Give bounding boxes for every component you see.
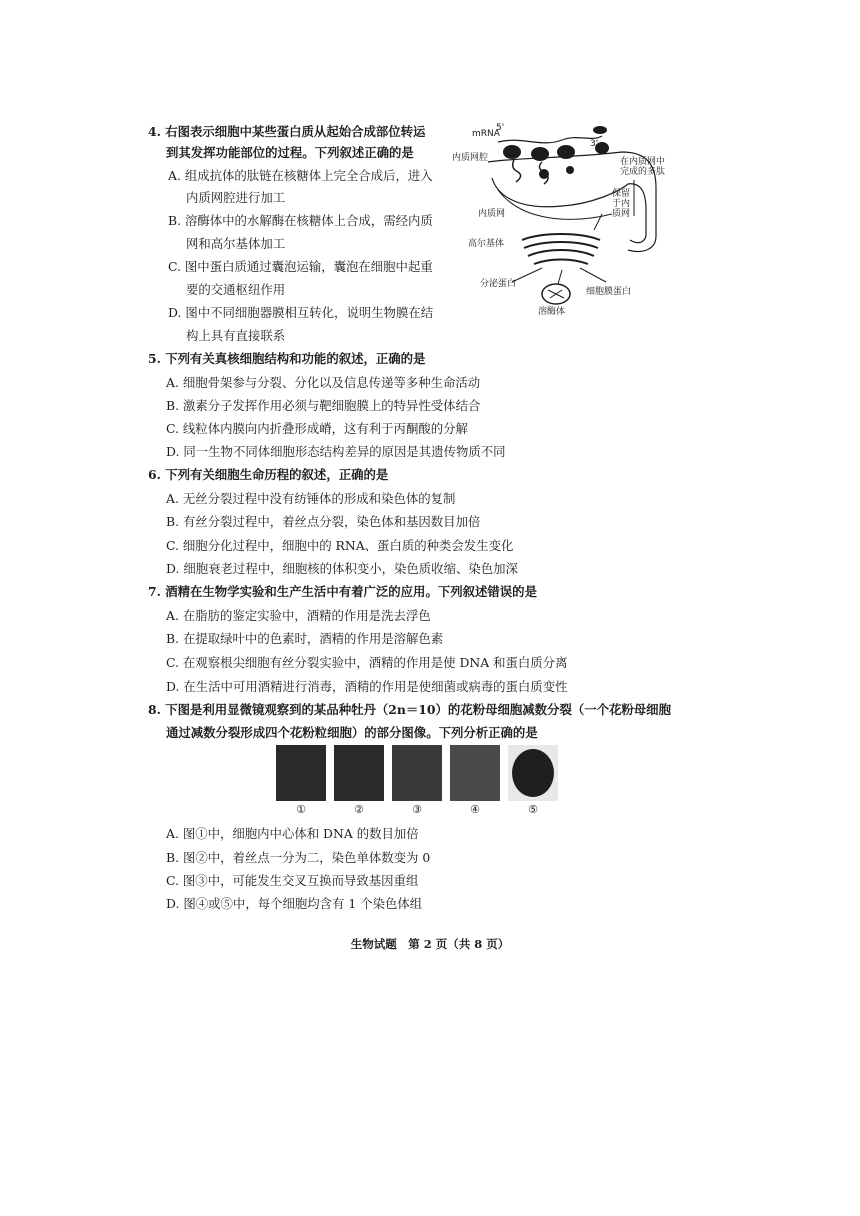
- transport-arrow: [594, 214, 602, 230]
- label-er: 内质网: [478, 209, 506, 219]
- q7-option-a: A. 在脂肪的鉴定实验中，酒精的作用是洗去浮色: [166, 608, 431, 623]
- protein-transport-diagram: [452, 118, 670, 318]
- tetrad-cells: [512, 749, 554, 797]
- label-three-prime: 3': [590, 139, 599, 149]
- label-five-prime: 5': [496, 123, 505, 133]
- vesicle-arrow: [558, 270, 562, 284]
- q6-option-b: B. 有丝分裂过程中，着丝点分裂，染色体和基因数目加倍: [166, 514, 481, 529]
- q5-option-d: D. 同一生物不同体细胞形态结构差异的原因是其遗传物质不同: [166, 444, 506, 459]
- label-secreted: 分泌蛋白: [480, 279, 517, 289]
- micrograph-2: [334, 745, 384, 801]
- q4-option-c: C. 图中蛋白质通过囊泡运输，囊泡在细胞中起重: [168, 259, 433, 274]
- q4-option-d: D. 图中不同细胞器膜相互转化，说明生物膜在结: [168, 305, 434, 320]
- folded-protein: [539, 169, 549, 179]
- polypeptide-chain: [513, 160, 521, 182]
- q4-option-d-cont: 构上具有直接联系: [186, 328, 286, 343]
- q5-option-a: A. 细胞骨架参与分裂、分化以及信息传递等多种生命活动: [166, 375, 481, 390]
- micrograph-label-1: ①: [296, 803, 306, 816]
- lysosome-contents: [548, 290, 564, 298]
- q7-option-c: C. 在观察根尖细胞有丝分裂实验中，酒精的作用是使 DNA 和蛋白质分离: [166, 655, 568, 670]
- q4-option-a: A. 组成抗体的肽链在核糖体上完全合成后，进入: [168, 168, 433, 183]
- q8-option-a: A. 图①中，细胞内中心体和 DNA 的数目加倍: [166, 826, 419, 841]
- q4-stem-line-1: 4. 右图表示细胞中某些蛋白质从起始合成部位转运: [148, 124, 426, 139]
- q8-option-d: D. 图④或⑤中，每个细胞均含有 1 个染色体组: [166, 896, 423, 911]
- label-golgi: 高尔基体: [468, 239, 505, 249]
- label-retain-3: 质网: [612, 209, 631, 219]
- q7-option-d: D. 在生活中可用酒精进行消毒，酒精的作用是使细菌或病毒的蛋白质变性: [166, 679, 568, 694]
- q4-option-c-cont: 要的交通枢纽作用: [186, 282, 286, 297]
- micrograph-label-4: ④: [470, 803, 480, 816]
- q5-option-b: B. 激素分子发挥作用必须与靶细胞膜上的特异性受体结合: [166, 398, 481, 413]
- q4-option-b: B. 溶酶体中的水解酶在核糖体上合成，需经内质: [168, 213, 433, 228]
- golgi-cisterna: [534, 260, 588, 265]
- golgi-cisterna: [522, 234, 600, 240]
- q8-stem-line-1: 8. 下图是利用显微镜观察到的某品种牡丹（2n＝10）的花粉母细胞减数分裂（一个花粉母细胞: [148, 702, 671, 717]
- mrna-strand: [498, 136, 602, 143]
- label-completed-1: 在内质网中: [620, 157, 666, 167]
- q4-option-a-cont: 内质网腔进行加工: [186, 190, 286, 205]
- q5-option-c: C. 线粒体内膜向内折叠形成嵴，这有利于丙酮酸的分解: [166, 421, 468, 436]
- q4-option-b-cont: 网和高尔基体加工: [186, 236, 286, 251]
- micrograph-4: [450, 745, 500, 801]
- micrograph-1: [276, 745, 326, 801]
- q6-option-d: D. 细胞衰老过程中，细胞核的体积变小，染色质收缩、染色加深: [166, 561, 518, 576]
- q8-option-b: B. 图②中，着丝点一分为二，染色单体数变为 0: [166, 850, 431, 865]
- label-retain-1: 保留: [612, 189, 631, 199]
- label-er-lumen: 内质网腔: [452, 153, 489, 163]
- label-membrane-protein: 细胞膜蛋白: [586, 287, 632, 297]
- micrograph-label-2: ②: [354, 803, 364, 816]
- q8-stem-line-2: 通过减数分裂形成四个花粉粒细胞）的部分图像。下列分析正确的是: [166, 725, 538, 740]
- micrograph-3: [392, 745, 442, 801]
- label-retain-2: 于内: [612, 199, 631, 209]
- golgi-cisterna: [528, 250, 594, 256]
- micrograph-label-3: ③: [412, 803, 422, 816]
- label-mrna: mRNA: [472, 129, 500, 139]
- ribosome: [503, 145, 521, 159]
- label-lysosome: 溶酶体: [538, 307, 566, 317]
- q6-stem: 6. 下列有关细胞生命历程的叙述，正确的是: [148, 467, 389, 482]
- micrograph-5: [508, 745, 558, 801]
- q6-option-a: A. 无丝分裂过程中没有纺锤体的形成和染色体的复制: [166, 491, 456, 506]
- q7-option-b: B. 在提取绿叶中的色素时，酒精的作用是溶解色素: [166, 631, 444, 646]
- ribosome-subunit: [593, 126, 607, 134]
- vesicle-arrow: [512, 268, 542, 282]
- q4-stem-line-2: 到其发挥功能部位的过程。下列叙述正确的是: [166, 145, 414, 160]
- micrograph-strip: [276, 745, 558, 825]
- vesicle-arrow: [580, 268, 606, 282]
- er-membrane: [498, 190, 612, 219]
- label-completed-2: 完成的多肽: [620, 167, 666, 177]
- folded-protein: [566, 166, 574, 174]
- page-footer: 生物试题 第 2 页（共 8 页）: [350, 937, 510, 951]
- q6-option-c: C. 细胞分化过程中，细胞中的 RNA、蛋白质的种类会发生变化: [166, 538, 514, 553]
- q5-stem: 5. 下列有关真核细胞结构和功能的叙述，正确的是: [148, 351, 426, 366]
- micrograph-label-5: ⑤: [528, 803, 538, 816]
- golgi-cisterna: [524, 242, 598, 248]
- q7-stem: 7. 酒精在生物学实验和生产生活中有着广泛的应用。下列叙述错误的是: [148, 584, 537, 599]
- q8-option-c: C. 图③中，可能发生交叉互换而导致基因重组: [166, 873, 419, 888]
